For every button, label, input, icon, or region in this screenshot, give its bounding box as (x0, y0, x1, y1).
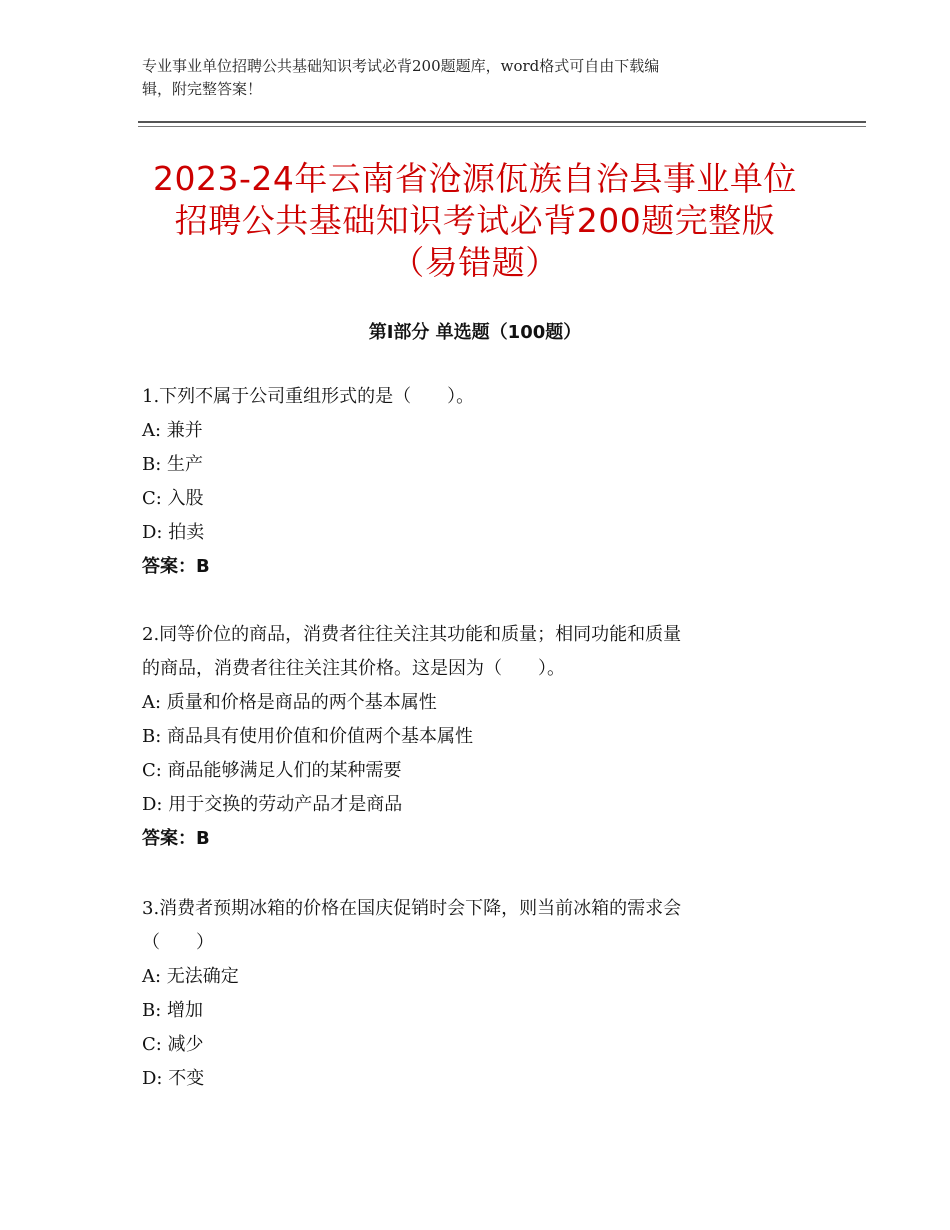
answer: 答案：B (142, 556, 210, 577)
question-text: 3.消费者预期冰箱的价格在国庆促销时会下降，则当前冰箱的需求会 (142, 898, 682, 919)
option-a: A: 无法确定 (142, 966, 239, 987)
header-note-line: 专业事业单位招聘公共基础知识考试必背200题题库，word格式可自由下载编 (142, 57, 660, 75)
document-title (100, 158, 850, 284)
question-text: 的商品，消费者往往关注其价格。这是因为（ ）。 (142, 658, 565, 679)
option-b: B: 生产 (142, 454, 204, 475)
option-b: B: 商品具有使用价值和价值两个基本属性 (142, 726, 474, 747)
question-3 (142, 892, 822, 1096)
option-c: C: 入股 (142, 488, 204, 509)
title-line: （易错题） (391, 243, 559, 282)
title-line: 2023-24年云南省沧源佤族自治县事业单位 (153, 159, 797, 198)
question-text: 1.下列不属于公司重组形式的是（ ）。 (142, 386, 475, 407)
option-c: C: 减少 (142, 1034, 204, 1055)
header-note (142, 55, 782, 101)
option-c: C: 商品能够满足人们的某种需要 (142, 760, 402, 781)
header-divider (138, 121, 866, 123)
question-text: 2.同等价位的商品，消费者往往关注其功能和质量；相同功能和质量 (142, 624, 682, 645)
option-d: D: 拍卖 (142, 522, 205, 543)
section-title: 第Ⅰ部分 单选题（100题） (368, 322, 582, 343)
title-line: 招聘公共基础知识考试必背200题完整版 (174, 201, 776, 240)
header-note-line: 辑，附完整答案！ (142, 80, 263, 98)
option-d: D: 用于交换的劳动产品才是商品 (142, 794, 403, 815)
option-d: D: 不变 (142, 1068, 205, 1089)
question-2 (142, 618, 822, 856)
answer: 答案：B (142, 828, 210, 849)
option-b: B: 增加 (142, 1000, 204, 1021)
header-divider-thin (138, 126, 866, 127)
question-1 (142, 380, 822, 584)
option-a: A: 兼并 (142, 420, 203, 441)
option-a: A: 质量和价格是商品的两个基本属性 (142, 692, 437, 713)
question-text: （ ） (142, 932, 214, 953)
